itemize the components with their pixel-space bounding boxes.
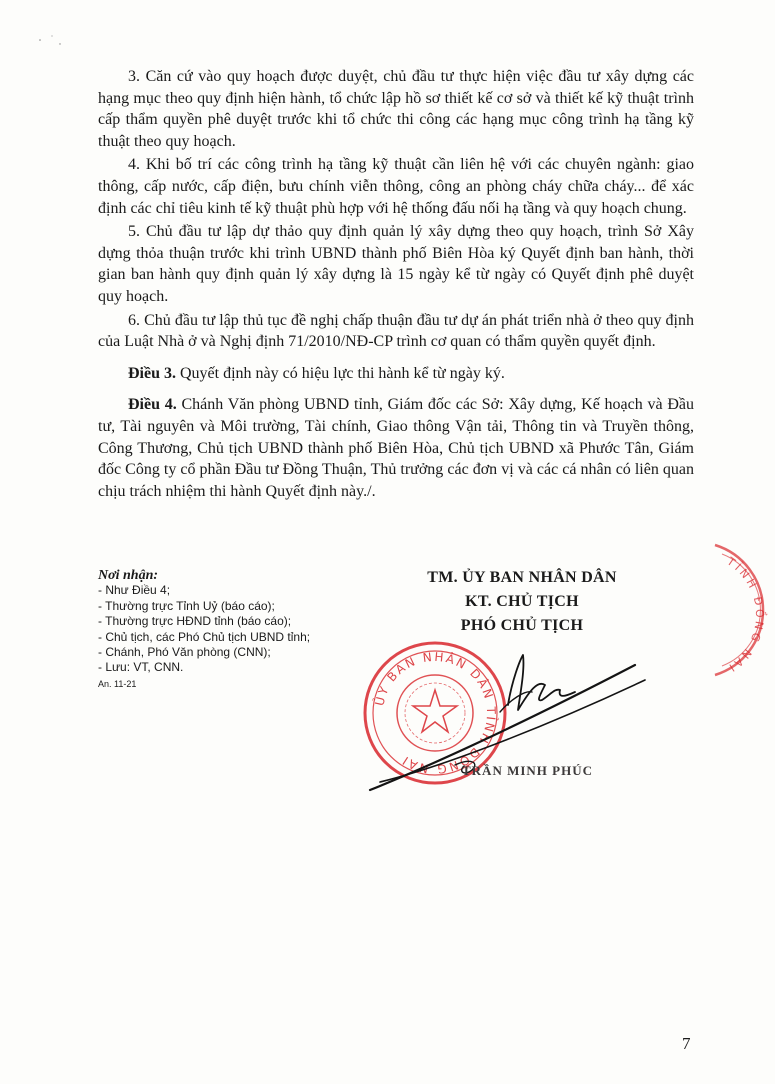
recipient-item: - Thường trực HĐND tỉnh (báo cáo); (98, 614, 292, 629)
scan-specks (30, 30, 80, 70)
decision-body (98, 66, 694, 504)
recipient-item: - Chánh, Phó Văn phòng (CNN); (98, 645, 271, 660)
article-4 (98, 394, 694, 502)
signature-line-3: PHÓ CHỦ TỊCH (460, 617, 584, 634)
edge-seal-text: TỈNH ĐỒNG NAI (724, 554, 767, 676)
clause-4: 4. Khi bố trí các công trình hạ tầng kỹ thuật cần liên hệ với các chuyên ngành: giao thông, cấp nước, cấp điện, bưu chính viễn thông, công an phòng cháy chữa cháy... để xác định các chỉ tiêu kinh tế kỹ thuật phù hợp với hệ thống đấu nối hạ tầng và quy hoạch chung. (98, 156, 694, 217)
recipient-item: - Chủ tịch, các Phó Chủ tịch UBND tỉnh; (98, 629, 311, 644)
clause-3: 3. Căn cứ vào quy hoạch được duyệt, chủ đầu tư thực hiện việc đầu tư xây dựng các hạng mục theo quy định hiện hành, tổ chức lập hồ sơ thiết kế cơ sở và thiết kế kỹ thuật trình cấp thẩm quyền phê duyệt trước khi tổ chức thi công các hạng mục công trình hạ tầng kỹ thuật theo quy hoạch. (98, 68, 694, 150)
article-3-text: Quyết định này có hiệu lực thi hành kể từ ngày ký. (176, 364, 505, 382)
clause-5: 5. Chủ đầu tư lập dự thảo quy định quản lý xây dựng theo quy hoạch, trình Sở Xây dựng thỏa thuận trước khi trình UBND thành phố Biên Hòa ký Quyết định ban hành, thời gian ban hành quy định quản lý xây dựng là 15 ngày kể từ ngày có Quyết định phê duyệt quy hoạch. (98, 223, 694, 305)
signature-line-1: TM. ỦY BAN NHÂN DÂN (427, 569, 617, 586)
document-code: An. 11-21 (98, 678, 137, 689)
seal-text: ỦY BAN NHÂN DÂN TỈNH ĐỒNG NAI (372, 649, 499, 777)
signature-title-block (398, 566, 646, 638)
signature-line-2: KT. CHỦ TỊCH (465, 593, 579, 610)
page-number: 7 (682, 1034, 691, 1053)
article-3 (98, 363, 694, 385)
signer-name: TRẦN MINH PHÚC (462, 763, 593, 778)
article-3-label: Điều 3. (128, 364, 176, 382)
article-4-text: Chánh Văn phòng UBND tỉnh, Giám đốc các Sở: Xây dựng, Kế hoạch và Đầu tư, Tài nguyên và Môi trường, Tài chính, Giao thông Vận tải, Thông tin và Truyền thông, Công Thương, Chủ tịch UBND thành phố Biên Hòa, Chủ tịch UBND xã Phước Tân, Giám đốc Công ty cổ phần Đầu tư Đồng Thuận, Thủ trưởng các đơn vị và các cá nhân có liên quan chịu trách nhiệm thi hành Quyết định này./. (98, 396, 694, 500)
recipient-item: - Như Điều 4; (98, 583, 171, 598)
article-4-label: Điều 4. (128, 396, 177, 414)
clause-6: 6. Chủ đầu tư lập thủ tục đề nghị chấp thuận đầu tư dự án phát triển nhà ở theo quy định của Luật Nhà ở và Nghị định 71/2010/NĐ-CP trình cơ quan có thẩm quyền quyết định. (98, 311, 694, 351)
recipient-item: - Lưu: VT, CNN. (98, 660, 184, 675)
recipients-heading: Nơi nhận: (98, 568, 159, 583)
recipients-block (98, 568, 378, 692)
edge-seal (700, 540, 775, 680)
recipient-item: - Thường trực Tỉnh Uỷ (báo cáo); (98, 598, 275, 613)
